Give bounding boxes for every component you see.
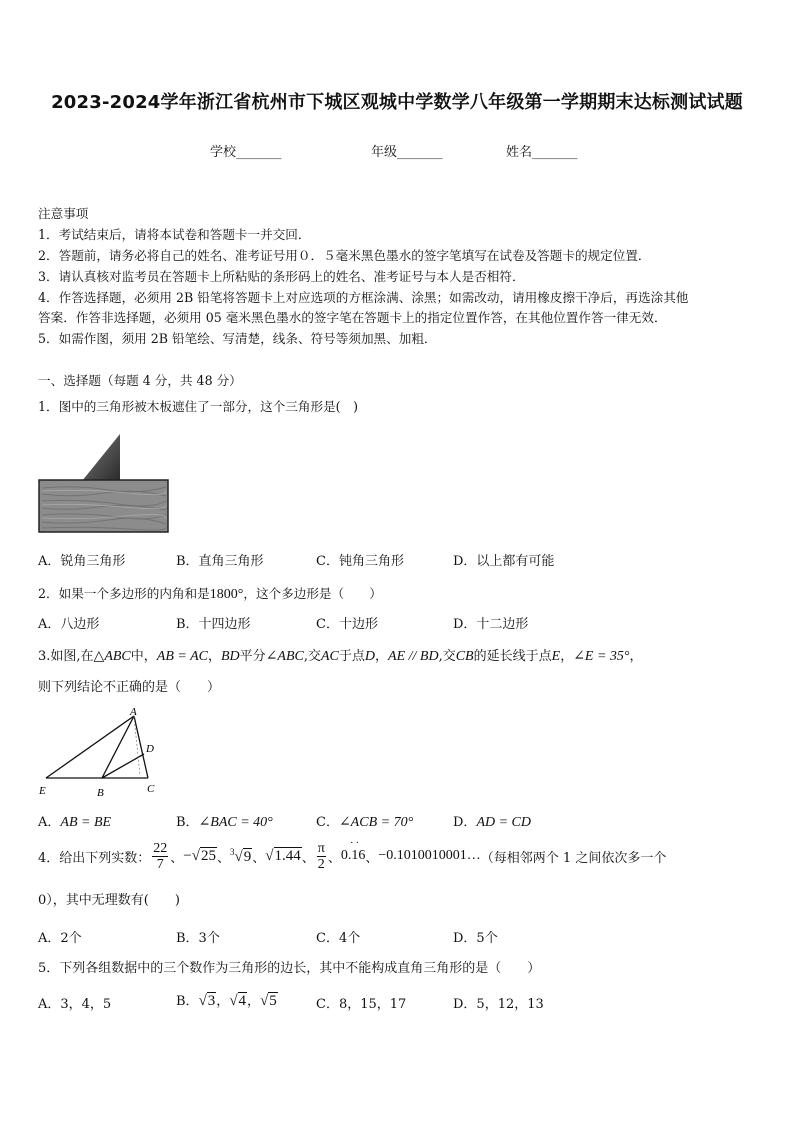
q5-option-b[interactable] [176, 990, 278, 1010]
q3-math: D [364, 649, 376, 664]
q2-stem-tail: ，这个多边形是（ ） [243, 586, 382, 601]
q3-text: ,交 [303, 649, 321, 664]
q3-text: 于点 [338, 649, 365, 664]
question-3-line2: 则下列结论不正确的是（ ） [38, 680, 221, 695]
q4-option-c[interactable]: C．4个 [316, 931, 361, 946]
cube-root-9: $^3$√9 [230, 846, 252, 865]
q3-text: 平分 [239, 649, 266, 664]
label-c: C [147, 783, 155, 795]
q3-text: 的延长线于点 [473, 649, 552, 664]
option-letter: D． [453, 815, 477, 830]
section-heading: 一、选择题（每题 4 分，共 48 分） [38, 373, 242, 388]
sqrt-1-44: √1.44 [265, 847, 301, 864]
sqrt-3: √3 [198, 993, 216, 1009]
q5-option-a[interactable]: A．3，4，5 [38, 997, 112, 1012]
notice-item: 5．如需作图，须用 2B 铅笔绘、写清楚，线条、符号等须加黑、加粗． [38, 331, 437, 346]
q1-option-a[interactable]: A．锐角三角形 [38, 554, 126, 569]
decimal-value: 0.16 [340, 848, 366, 863]
page-title: 2023-2024学年浙江省杭州市下城区观城中学数学八年级第一学期期末达标测试试题 [51, 92, 743, 113]
option-math: AD = CD [476, 815, 531, 830]
q3-math: △ABC [93, 649, 131, 664]
q3-option-c[interactable] [316, 811, 413, 831]
q4-text: （每相邻两个 1 之间依次多一个 [480, 850, 667, 866]
q3-math: ∠ABC [265, 649, 304, 664]
q4-option-b[interactable]: B．3个 [176, 931, 220, 946]
q3-option-b[interactable] [176, 811, 273, 831]
notice-item: 答案．作答非选择题，必须用 05 毫米黑色墨水的签字笔在答题卡上的指定位置作答，在其他位置作答一律无效． [38, 310, 667, 325]
question-5-stem: 5．下列各组数据中的三个数作为三角形的边长，其中不能构成直角三角形的是（ ） [38, 961, 541, 976]
grade-field: 年级_______ [371, 145, 443, 160]
q3-text: ， [375, 649, 389, 664]
question-4-line2: 0），其中无理数有( ) [38, 893, 180, 908]
q3-math: AB = AC [156, 649, 208, 664]
radicand: 5 [269, 993, 277, 1009]
q2-option-d[interactable]: D．十二边形 [453, 617, 529, 632]
notice-item: 3．请认真核对监考员在答题卡上所粘贴的条形码上的姓名、准考证号与本人是否相符． [38, 269, 525, 284]
minus-sign: − [183, 847, 192, 864]
triangle-shape [82, 434, 120, 481]
denominator: 7 [156, 856, 164, 872]
question-3-stem [38, 645, 643, 665]
q5-option-d[interactable]: D．5，12，13 [453, 997, 544, 1012]
option-letter: B． [176, 815, 199, 830]
separator: ， [247, 994, 261, 1009]
notice-item: 4．作答选择题，必须用 2B 铅笔将答题卡上对应选项的方框涂满、涂黑；如需改动，请用橡皮擦干净后，再选涂其他 [38, 290, 689, 305]
segment-ea [46, 716, 134, 778]
label-d: D [146, 743, 154, 755]
q4-option-a[interactable]: A．2个 [38, 931, 82, 946]
q3-math: AE // BD [388, 649, 439, 664]
q3-text: ， [207, 649, 221, 664]
q4-option-d[interactable]: D．5个 [453, 931, 498, 946]
radicand: 1.44 [274, 847, 301, 864]
separator: 、 [252, 850, 266, 866]
radicand: 3 [207, 993, 216, 1009]
q3-math: AC [320, 649, 339, 664]
q2-stem-text: 2．如果一个多边形的内角和是 [38, 586, 210, 601]
separator: 、 [301, 850, 315, 866]
q2-option-a[interactable]: A．八边形 [38, 617, 100, 632]
notice-heading: 注意事项 [38, 206, 89, 221]
q3-math: E [551, 649, 561, 664]
separator: ， [216, 994, 230, 1009]
separator: 、 [365, 850, 379, 866]
q1-option-b[interactable]: B．直角三角形 [176, 554, 264, 569]
sqrt-5: √5 [260, 993, 277, 1009]
q3-text: ,交 [438, 649, 456, 664]
radicand: 9 [243, 848, 252, 865]
numerator: π [317, 840, 325, 856]
q3-math: ∠E = 35° [573, 649, 630, 664]
question-4-stem [38, 838, 666, 874]
option-letter: A． [38, 815, 61, 830]
separator: 、 [170, 850, 184, 866]
q1-option-d[interactable]: D．以上都有可能 [453, 554, 555, 569]
question-2-stem [38, 583, 382, 603]
q3-text: ， [629, 649, 643, 664]
nonrepeating-decimal: −0.1010010001… [378, 848, 481, 863]
q2-option-b[interactable]: B．十四边形 [176, 617, 251, 632]
q3-text: 3.如图,在 [38, 649, 94, 664]
board-triangle-figure [38, 430, 170, 534]
q2-option-c[interactable]: C．十边形 [316, 617, 378, 632]
numerator: 22 [153, 840, 168, 856]
q3-math: CB [455, 649, 474, 664]
neg-sqrt-25: −√25 [183, 847, 216, 864]
school-field: 学校_______ [210, 145, 282, 160]
q3-math: BD [220, 649, 240, 664]
aux-line [134, 716, 140, 776]
root-index: 3 [230, 846, 235, 857]
q4-text: 4．给出下列实数： [38, 850, 151, 866]
repeat-dots: ·· [349, 837, 362, 849]
repeating-decimal [340, 837, 366, 864]
name-field: 姓名_______ [506, 145, 578, 160]
fraction-pi-2 [317, 841, 326, 872]
notice-item: 1．考试结束后，请将本试卷和答题卡一并交回． [38, 227, 311, 242]
q3-option-d[interactable] [453, 811, 531, 831]
denominator: 2 [317, 856, 325, 872]
q2-angle-sum: 1800° [209, 587, 244, 602]
option-letter: B． [176, 994, 199, 1009]
option-math: AB = BE [60, 815, 112, 830]
label-b: B [97, 787, 104, 799]
q3-text: ， [560, 649, 574, 664]
label-e: E [39, 785, 46, 797]
q3-geometry-figure [36, 706, 166, 802]
q3-text: 中， [130, 649, 157, 664]
q5-option-c[interactable]: C．8，15，17 [316, 997, 407, 1012]
radicand: 25 [201, 847, 216, 864]
label-a: A [130, 706, 137, 718]
option-math: ∠BAC = 40° [198, 815, 273, 830]
q1-option-c[interactable]: C．钝角三角形 [316, 554, 404, 569]
radicand: 4 [238, 993, 247, 1009]
option-math: ∠ACB = 70° [338, 815, 414, 830]
option-letter: C． [316, 815, 339, 830]
notice-item: 2．答题前，请务必将自己的姓名、准考证号用０．５毫米黑色墨水的签字笔填写在试卷及答题卡的规定位置． [38, 248, 651, 263]
question-1-stem: 1．图中的三角形被木板遮住了一部分，这个三角形是( ) [38, 399, 359, 414]
separator: 、 [327, 850, 341, 866]
sqrt-4: √4 [229, 993, 247, 1009]
fraction-22-7 [152, 841, 168, 872]
q3-option-a[interactable] [38, 811, 111, 831]
separator: 、 [217, 850, 231, 866]
